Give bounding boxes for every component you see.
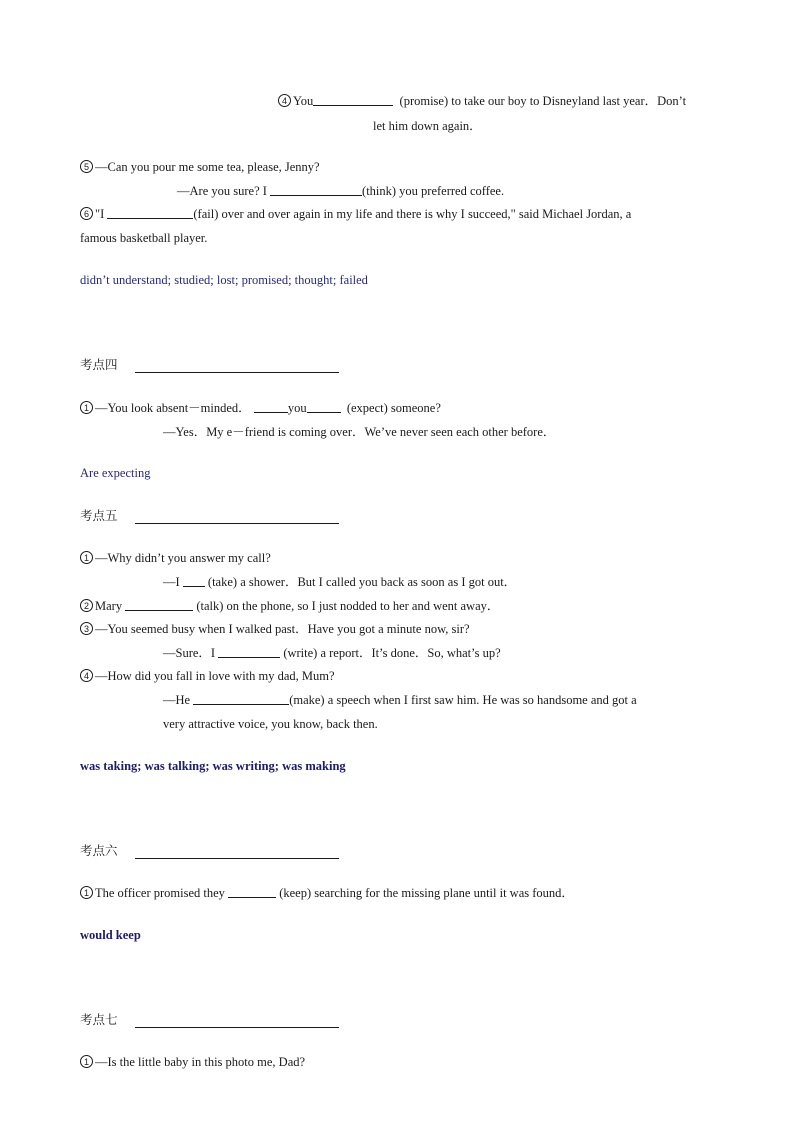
s5-answer: was taking; was talking; was writing; was making	[80, 759, 346, 773]
s3-q6-post: (fail) over and over again in my life and there is why I succeed," said Michael Jordan, a	[193, 207, 632, 221]
section5-heading: 考点五	[80, 508, 118, 523]
heading-underline	[135, 858, 339, 859]
s3-q5-question: —Can you pour me some tea, please, Jenny?	[95, 160, 320, 174]
question-number: 3	[80, 622, 93, 635]
heading-underline	[135, 372, 339, 373]
s5-q1-pre: —I	[163, 575, 180, 589]
s3-q5-line1	[80, 159, 320, 175]
s6-answer: would keep	[80, 928, 141, 942]
question-number: 1	[80, 401, 93, 414]
question-number: 2	[80, 599, 93, 612]
answer-blank[interactable]	[125, 599, 193, 611]
s5-q4-post: (make) a speech when I first saw him. He was so handsome and got a	[289, 693, 637, 707]
heading-underline	[135, 523, 339, 524]
s5-q1-question: —Why didn’t you answer my call?	[95, 551, 271, 565]
s5-q1-post: (take) a shower．But I called you back as soon as I got out．	[207, 575, 517, 589]
s5-q4-pre: —He	[163, 693, 191, 707]
answer-blank[interactable]	[107, 207, 193, 219]
s4-q1-line2: —Yes．My e－friend is coming over．We’ve never seen each other before．	[163, 425, 556, 439]
s3-q6-line1	[80, 206, 631, 222]
s5-q3-question: —You seemed busy when I walked past．Have you got a minute now, sir?	[95, 622, 470, 636]
s3-q5-post: (think) you preferred coffee.	[362, 184, 505, 198]
s5-q3-pre: —Sure．I	[163, 646, 216, 660]
question-number: 1	[80, 551, 93, 564]
s6-q1-pre: The officer promised they	[95, 886, 225, 900]
s4-q1-pre: —You look absent－minded．	[95, 401, 251, 415]
question-number: 1	[80, 1055, 93, 1068]
s5-q3-line1	[80, 621, 470, 637]
question-number: 5	[80, 160, 93, 173]
s5-q4-line1	[80, 668, 335, 684]
s6-q1-post: (keep) searching for the missing plane until it was found．	[279, 886, 574, 900]
s7-q1-line1	[80, 1054, 305, 1070]
answer-blank[interactable]	[218, 646, 280, 658]
s5-q2-post: (talk) on the phone, so I just nodded to her and went away．	[196, 599, 500, 613]
s4-q1-line1	[80, 400, 441, 416]
question-number: 6	[80, 207, 93, 220]
s5-q3-post: (write) a report．It’s done．So, what’s up?	[283, 646, 501, 660]
section6-heading: 考点六	[80, 843, 118, 858]
s3-q5-pre: —Are you sure? I	[177, 184, 267, 198]
s5-q1-line2	[163, 574, 516, 590]
s3-q6-line2: famous basketball player.	[80, 231, 208, 245]
answer-blank[interactable]	[193, 693, 289, 705]
s7-q1-question: —Is the little baby in this photo me, Dad?	[95, 1055, 306, 1069]
answer-blank[interactable]	[270, 184, 362, 196]
answer-blank[interactable]	[228, 886, 276, 898]
question-number: 4	[278, 94, 291, 107]
s5-q4-line3: very attractive voice, you know, back then.	[163, 717, 378, 731]
heading-underline	[135, 1027, 339, 1028]
s3-q4-hint: (promise) to take our boy to Disneyland last year．Don’t	[399, 94, 687, 108]
s3-q4-line1	[278, 93, 686, 109]
s6-q1	[80, 885, 574, 901]
s5-q4-question: —How did you fall in love with my dad, Mum?	[95, 669, 335, 683]
s4-answer: Are expecting	[80, 466, 151, 480]
s3-q4-pre: You	[293, 94, 314, 108]
answer-blank[interactable]	[313, 94, 393, 106]
question-number: 1	[80, 886, 93, 899]
question-number: 4	[80, 669, 93, 682]
s5-q1-line1	[80, 550, 271, 566]
s3-q5-line2	[177, 183, 504, 199]
s3-q6-pre: "I	[95, 207, 105, 221]
s5-q2-pre: Mary	[95, 599, 123, 613]
s3-q4-line2: let him down again．	[373, 119, 482, 133]
answer-blank[interactable]	[183, 575, 205, 587]
s3-answer: didn’t understand; studied; lost; promised; thought; failed	[80, 273, 368, 287]
section7-heading: 考点七	[80, 1012, 118, 1027]
s5-q4-line2	[163, 692, 637, 708]
s4-q1-post: (expect) someone?	[346, 401, 441, 415]
s5-q3-line2	[163, 645, 501, 661]
s5-q2	[80, 598, 499, 614]
s4-q1-mid: you	[287, 401, 307, 415]
section4-heading: 考点四	[80, 357, 118, 372]
answer-blank[interactable]	[254, 401, 288, 413]
answer-blank[interactable]	[307, 401, 341, 413]
